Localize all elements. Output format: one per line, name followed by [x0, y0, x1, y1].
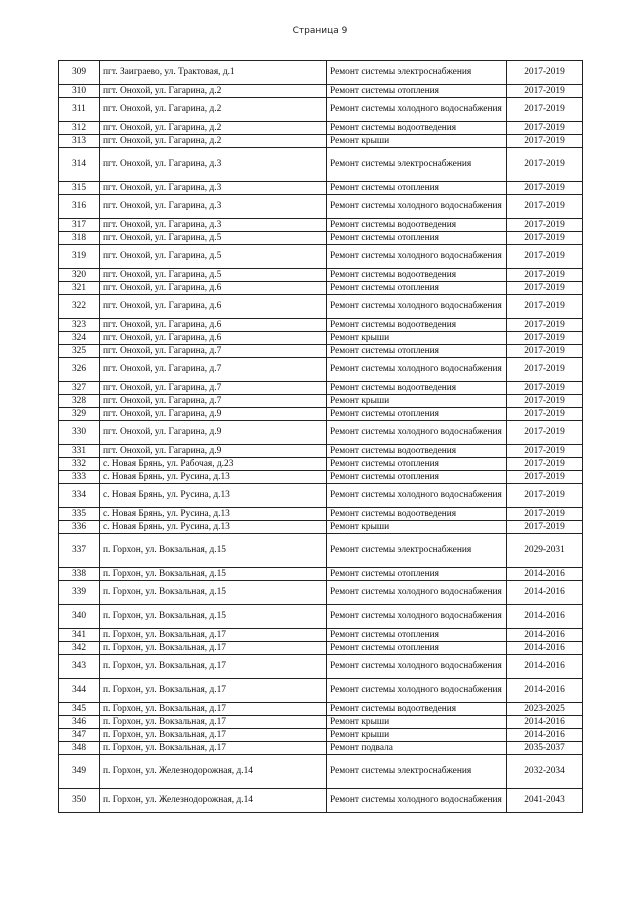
- table-row: [59, 605, 583, 629]
- row-period: 2014-2016: [507, 629, 583, 642]
- table-row: [59, 458, 583, 471]
- row-period: 2017-2019: [507, 319, 583, 332]
- table-row: [59, 319, 583, 332]
- row-work-type: Ремонт системы отопления: [327, 458, 507, 471]
- row-number: 349: [59, 755, 100, 789]
- row-address: с. Новая Брянь, ул. Русина, д.13: [100, 471, 327, 484]
- row-address: п. Горхон, ул. Вокзальная, д.15: [100, 605, 327, 629]
- row-address: пгт. Онохой, ул. Гагарина, д.7: [100, 358, 327, 382]
- table-row: [59, 508, 583, 521]
- row-period: 2017-2019: [507, 382, 583, 395]
- row-address: пгт. Онохой, ул. Гагарина, д.5: [100, 269, 327, 282]
- table-row: [59, 245, 583, 269]
- row-number: 329: [59, 408, 100, 421]
- row-number: 343: [59, 655, 100, 679]
- row-period: 2017-2019: [507, 421, 583, 445]
- row-address: с. Новая Брянь, ул. Русина, д.13: [100, 521, 327, 534]
- row-period: 2017-2019: [507, 122, 583, 135]
- row-number: 320: [59, 269, 100, 282]
- table-row: [59, 534, 583, 568]
- row-work-type: Ремонт крыши: [327, 135, 507, 148]
- row-work-type: Ремонт системы холодного водоснабжения: [327, 421, 507, 445]
- row-period: 2014-2016: [507, 655, 583, 679]
- row-work-type: Ремонт крыши: [327, 395, 507, 408]
- row-number: 312: [59, 122, 100, 135]
- table-row: [59, 358, 583, 382]
- table-row: [59, 568, 583, 581]
- table-row: [59, 484, 583, 508]
- row-address: п. Горхон, ул. Вокзальная, д.17: [100, 679, 327, 703]
- row-work-type: Ремонт системы отопления: [327, 568, 507, 581]
- row-address: п. Горхон, ул. Вокзальная, д.17: [100, 655, 327, 679]
- row-number: 324: [59, 332, 100, 345]
- row-address: п. Горхон, ул. Вокзальная, д.17: [100, 642, 327, 655]
- table-row: [59, 521, 583, 534]
- row-number: 314: [59, 148, 100, 182]
- row-address: п. Горхон, ул. Вокзальная, д.15: [100, 534, 327, 568]
- row-work-type: Ремонт системы электроснабжения: [327, 534, 507, 568]
- row-work-type: Ремонт крыши: [327, 729, 507, 742]
- table-row: [59, 395, 583, 408]
- row-work-type: Ремонт системы холодного водоснабжения: [327, 789, 507, 813]
- row-number: 328: [59, 395, 100, 408]
- row-number: 340: [59, 605, 100, 629]
- row-address: пгт. Онохой, ул. Гагарина, д.6: [100, 295, 327, 319]
- row-number: 309: [59, 61, 100, 85]
- row-period: 2014-2016: [507, 729, 583, 742]
- page-header: Страница 9: [292, 26, 348, 36]
- row-period: 2017-2019: [507, 85, 583, 98]
- table-row: [59, 408, 583, 421]
- row-work-type: Ремонт системы холодного водоснабжения: [327, 358, 507, 382]
- row-period: 2017-2019: [507, 282, 583, 295]
- row-period: 2017-2019: [507, 508, 583, 521]
- row-work-type: Ремонт системы водоотведения: [327, 122, 507, 135]
- row-work-type: Ремонт системы водоотведения: [327, 269, 507, 282]
- row-address: пгт. Онохой, ул. Гагарина, д.2: [100, 85, 327, 98]
- row-work-type: Ремонт системы отопления: [327, 408, 507, 421]
- row-period: 2017-2019: [507, 232, 583, 245]
- row-period: 2014-2016: [507, 581, 583, 605]
- row-work-type: Ремонт системы водоотведения: [327, 219, 507, 232]
- row-period: 2014-2016: [507, 716, 583, 729]
- row-period: 2017-2019: [507, 395, 583, 408]
- table-row: [59, 729, 583, 742]
- table-row: [59, 642, 583, 655]
- row-period: 2032-2034: [507, 755, 583, 789]
- table-row: [59, 716, 583, 729]
- row-address: пгт. Онохой, ул. Гагарина, д.5: [100, 245, 327, 269]
- row-address: пгт. Онохой, ул. Гагарина, д.9: [100, 421, 327, 445]
- row-work-type: Ремонт системы водоотведения: [327, 382, 507, 395]
- table-row: [59, 789, 583, 813]
- row-number: 333: [59, 471, 100, 484]
- table-row: [59, 332, 583, 345]
- row-work-type: Ремонт крыши: [327, 332, 507, 345]
- row-work-type: Ремонт крыши: [327, 716, 507, 729]
- table-row: [59, 629, 583, 642]
- row-work-type: Ремонт системы холодного водоснабжения: [327, 195, 507, 219]
- row-number: 331: [59, 445, 100, 458]
- row-address: пгт. Онохой, ул. Гагарина, д.6: [100, 319, 327, 332]
- table-row: [59, 182, 583, 195]
- row-work-type: Ремонт системы отопления: [327, 629, 507, 642]
- table-row: [59, 445, 583, 458]
- table-row: [59, 122, 583, 135]
- row-address: пгт. Онохой, ул. Гагарина, д.3: [100, 182, 327, 195]
- table-row: [59, 742, 583, 755]
- row-address: п. Горхон, ул. Вокзальная, д.17: [100, 742, 327, 755]
- row-period: 2017-2019: [507, 295, 583, 319]
- row-address: пгт. Онохой, ул. Гагарина, д.7: [100, 382, 327, 395]
- table-row: [59, 755, 583, 789]
- row-period: 2014-2016: [507, 642, 583, 655]
- row-number: 321: [59, 282, 100, 295]
- row-number: 347: [59, 729, 100, 742]
- table-row: [59, 382, 583, 395]
- row-work-type: Ремонт системы отопления: [327, 282, 507, 295]
- row-address: с. Новая Брянь, ул. Рабочая, д.23: [100, 458, 327, 471]
- row-work-type: Ремонт системы отопления: [327, 642, 507, 655]
- row-work-type: Ремонт системы холодного водоснабжения: [327, 655, 507, 679]
- row-address: пгт. Онохой, ул. Гагарина, д.6: [100, 282, 327, 295]
- row-number: 315: [59, 182, 100, 195]
- row-address: п. Горхон, ул. Вокзальная, д.17: [100, 729, 327, 742]
- row-number: 336: [59, 521, 100, 534]
- row-address: с. Новая Брянь, ул. Русина, д.13: [100, 484, 327, 508]
- repair-schedule-table: [58, 60, 583, 813]
- row-number: 334: [59, 484, 100, 508]
- row-period: 2017-2019: [507, 245, 583, 269]
- row-number: 326: [59, 358, 100, 382]
- row-work-type: Ремонт системы электроснабжения: [327, 148, 507, 182]
- table-row: [59, 98, 583, 122]
- table-row: [59, 655, 583, 679]
- row-period: 2017-2019: [507, 408, 583, 421]
- row-number: 332: [59, 458, 100, 471]
- table-row: [59, 195, 583, 219]
- row-number: 318: [59, 232, 100, 245]
- row-number: 348: [59, 742, 100, 755]
- row-work-type: Ремонт системы холодного водоснабжения: [327, 679, 507, 703]
- row-number: 350: [59, 789, 100, 813]
- table-row: [59, 135, 583, 148]
- row-work-type: Ремонт системы холодного водоснабжения: [327, 98, 507, 122]
- row-work-type: Ремонт системы отопления: [327, 85, 507, 98]
- row-address: п. Горхон, ул. Вокзальная, д.17: [100, 629, 327, 642]
- row-address: п. Горхон, ул. Вокзальная, д.17: [100, 716, 327, 729]
- row-period: 2017-2019: [507, 521, 583, 534]
- row-period: 2035-2037: [507, 742, 583, 755]
- row-number: 344: [59, 679, 100, 703]
- row-address: п. Горхон, ул. Железнодорожная, д.14: [100, 755, 327, 789]
- row-work-type: Ремонт системы холодного водоснабжения: [327, 484, 507, 508]
- row-period: 2041-2043: [507, 789, 583, 813]
- row-address: пгт. Онохой, ул. Гагарина, д.7: [100, 345, 327, 358]
- row-address: пгт. Онохой, ул. Гагарина, д.2: [100, 98, 327, 122]
- row-work-type: Ремонт системы электроснабжения: [327, 755, 507, 789]
- table-row: [59, 148, 583, 182]
- row-number: 310: [59, 85, 100, 98]
- row-address: п. Горхон, ул. Железнодорожная, д.14: [100, 789, 327, 813]
- row-address: пгт. Онохой, ул. Гагарина, д.9: [100, 408, 327, 421]
- table-row: [59, 471, 583, 484]
- row-work-type: Ремонт системы холодного водоснабжения: [327, 605, 507, 629]
- table-row: [59, 345, 583, 358]
- table-row: [59, 61, 583, 85]
- row-period: 2017-2019: [507, 219, 583, 232]
- row-work-type: Ремонт системы холодного водоснабжения: [327, 295, 507, 319]
- row-address: пгт. Онохой, ул. Гагарина, д.3: [100, 195, 327, 219]
- table-row: [59, 219, 583, 232]
- row-period: 2017-2019: [507, 98, 583, 122]
- row-period: 2017-2019: [507, 471, 583, 484]
- row-work-type: Ремонт системы водоотведения: [327, 319, 507, 332]
- table-row: [59, 581, 583, 605]
- row-period: 2017-2019: [507, 484, 583, 508]
- table-row: [59, 421, 583, 445]
- row-period: 2017-2019: [507, 345, 583, 358]
- row-period: 2017-2019: [507, 61, 583, 85]
- row-number: 319: [59, 245, 100, 269]
- row-work-type: Ремонт системы водоотведения: [327, 445, 507, 458]
- row-address: пгт. Онохой, ул. Гагарина, д.3: [100, 148, 327, 182]
- row-period: 2014-2016: [507, 605, 583, 629]
- row-period: 2029-2031: [507, 534, 583, 568]
- row-work-type: Ремонт системы холодного водоснабжения: [327, 245, 507, 269]
- row-period: 2017-2019: [507, 195, 583, 219]
- row-address: с. Новая Брянь, ул. Русина, д.13: [100, 508, 327, 521]
- table-row: [59, 85, 583, 98]
- row-number: 322: [59, 295, 100, 319]
- row-address: пгт. Онохой, ул. Гагарина, д.9: [100, 445, 327, 458]
- row-period: 2017-2019: [507, 135, 583, 148]
- row-period: 2014-2016: [507, 679, 583, 703]
- row-period: 2017-2019: [507, 358, 583, 382]
- table-row: [59, 232, 583, 245]
- row-period: 2014-2016: [507, 568, 583, 581]
- row-number: 341: [59, 629, 100, 642]
- row-number: 325: [59, 345, 100, 358]
- row-period: 2017-2019: [507, 445, 583, 458]
- table-row: [59, 703, 583, 716]
- table-body: [59, 61, 583, 813]
- row-number: 346: [59, 716, 100, 729]
- row-number: 335: [59, 508, 100, 521]
- row-number: 311: [59, 98, 100, 122]
- row-address: п. Горхон, ул. Вокзальная, д.15: [100, 581, 327, 605]
- row-number: 323: [59, 319, 100, 332]
- row-work-type: Ремонт подвала: [327, 742, 507, 755]
- row-address: пгт. Онохой, ул. Гагарина, д.2: [100, 135, 327, 148]
- row-number: 342: [59, 642, 100, 655]
- row-number: 330: [59, 421, 100, 445]
- row-address: пгт. Онохой, ул. Гагарина, д.2: [100, 122, 327, 135]
- table-row: [59, 679, 583, 703]
- row-period: 2017-2019: [507, 148, 583, 182]
- row-number: 327: [59, 382, 100, 395]
- row-period: 2017-2019: [507, 332, 583, 345]
- row-number: 337: [59, 534, 100, 568]
- row-number: 313: [59, 135, 100, 148]
- row-address: пгт. Онохой, ул. Гагарина, д.3: [100, 219, 327, 232]
- row-number: 317: [59, 219, 100, 232]
- row-period: 2017-2019: [507, 269, 583, 282]
- row-work-type: Ремонт системы водоотведения: [327, 703, 507, 716]
- row-work-type: Ремонт крыши: [327, 521, 507, 534]
- row-work-type: Ремонт системы холодного водоснабжения: [327, 581, 507, 605]
- row-period: 2017-2019: [507, 458, 583, 471]
- row-work-type: Ремонт системы электроснабжения: [327, 61, 507, 85]
- row-address: п. Горхон, ул. Вокзальная, д.15: [100, 568, 327, 581]
- table-row: [59, 295, 583, 319]
- row-period: 2017-2019: [507, 182, 583, 195]
- row-work-type: Ремонт системы отопления: [327, 232, 507, 245]
- row-number: 316: [59, 195, 100, 219]
- row-number: 338: [59, 568, 100, 581]
- row-address: пгт. Онохой, ул. Гагарина, д.5: [100, 232, 327, 245]
- row-work-type: Ремонт системы отопления: [327, 345, 507, 358]
- row-address: пгт. Заиграево, ул. Трактовая, д.1: [100, 61, 327, 85]
- row-number: 339: [59, 581, 100, 605]
- row-address: пгт. Онохой, ул. Гагарина, д.7: [100, 395, 327, 408]
- row-address: п. Горхон, ул. Вокзальная, д.17: [100, 703, 327, 716]
- row-work-type: Ремонт системы отопления: [327, 182, 507, 195]
- table-row: [59, 282, 583, 295]
- row-address: пгт. Онохой, ул. Гагарина, д.6: [100, 332, 327, 345]
- row-period: 2023-2025: [507, 703, 583, 716]
- row-number: 345: [59, 703, 100, 716]
- table-row: [59, 269, 583, 282]
- row-work-type: Ремонт системы водоотведения: [327, 508, 507, 521]
- row-work-type: Ремонт системы отопления: [327, 471, 507, 484]
